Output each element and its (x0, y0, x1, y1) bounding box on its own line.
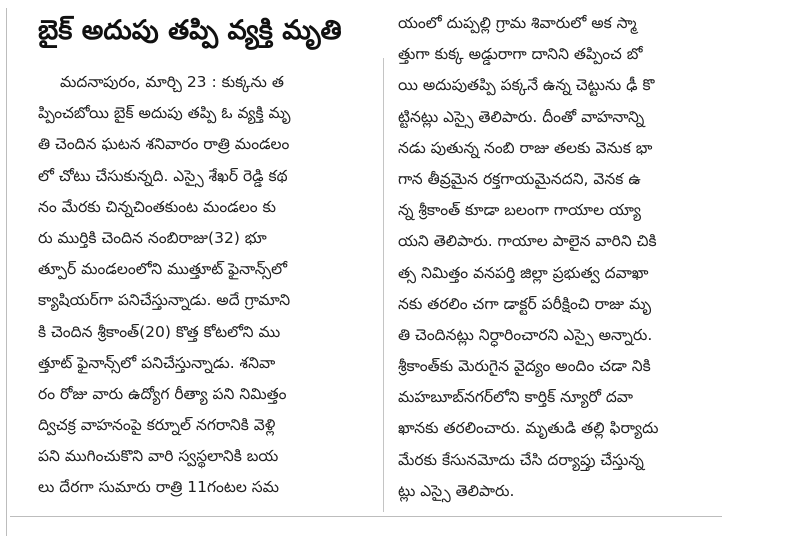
article-line: త్తూట్ ఫైనాన్స్‌లో పనిచేస్తున్నాడు. శనివా (38, 353, 276, 372)
article-line: కి చెందిన శ్రీకాంత్(20) కొత్త కోటలోని ము (38, 322, 281, 341)
left-border-rule (6, 8, 7, 536)
article-line: తి చెందిన ఘటన శనివారం రాత్రి మండలం (38, 135, 290, 154)
article-line: క్యాషియర్‌గా పనిచేస్తున్నాడు. అదే గ్రామాని (38, 291, 291, 310)
article-line: ప్పించబోయి బైక్ అదుపు తప్పి ఓ వ్యక్తి మృ (38, 104, 291, 123)
bottom-border-rule (10, 516, 722, 517)
article-line: తి చెందినట్లు నిర్ధారించారని ఎస్సై అన్నారు. (398, 325, 653, 344)
article-line: గాన తీవ్రమైన రక్తగాయమైనదని, వెనక ఉ (398, 169, 641, 188)
article-line: నడు పుతున్న నంబి రాజు తలకు వెనుక భా (398, 138, 653, 157)
article-line: లు దేరగా సుమారు రాత్రి 11గంటల సమ (38, 478, 280, 497)
article-line: యంలో దుప్పల్లి గ్రామ శివారులో అక స్మా (398, 14, 637, 32)
article-line: లో చోటు చేసుకున్నది. ఎస్సై శేఖర్ రెడ్డి కథ (38, 166, 288, 185)
article-line: నం మేరకు చిన్నచింతకుంట మండలం కు (38, 197, 276, 216)
article-line: యి అదుపుతప్పి పక్కనే ఉన్న చెట్టును ఢీ కొ (398, 76, 655, 95)
article-line: ట్టినట్లు ఎస్సై తెలిపారు. దీంతో వాహనాన్ని (398, 107, 645, 126)
article-line: పని ముగించుకొని వారి స్వస్థలానికి బయ (38, 447, 279, 466)
article-line: మేరకు కేసునమోదు చేసి దర్యాప్తు చేస్తున్న (398, 450, 644, 469)
article-line: శ్రీకాంత్‌కు మెరుగైన వైద్యం అందిం చడా నికి (398, 357, 651, 376)
article-line: రు ముర్తికి చెందిన నంబిరాజు(32) భూ (38, 228, 267, 247)
article-line: రం రోజు వారు ఉద్యోగ రీత్యా పని నిమిత్తం (38, 384, 287, 403)
article-line: త్స నిమిత్తం వనపర్తి జిల్లా ప్రభుత్వ దవాఖా (398, 263, 649, 282)
article-line: నకు తరలిం చగా డాక్టర్ పరీక్షించి రాజు మృ (398, 294, 652, 313)
article-line: యని తెలిపారు. గాయాల పాలైన వారిని చికి (398, 232, 657, 251)
left-column (38, 67, 360, 504)
article-line: ద్విచక్ర వాహనంపై కర్నూల్ నగరానికి వెళ్లి (38, 416, 276, 435)
right-column (398, 8, 720, 507)
column-divider (383, 58, 384, 512)
article-line: మదనాపురం, మార్చి 23 : కుక్కను త (60, 73, 284, 91)
article-line: త్పూర్ మండలంలోని ముత్తూట్ ఫైనాన్స్‌లో (38, 260, 288, 279)
article-line: న్న శ్రీకాంత్ కూడా బలంగా గాయాల య్యా (398, 201, 642, 220)
article-line: ట్లు ఎస్సై తెలిపారు. (398, 481, 515, 500)
article-line: త్తుగా కుక్క అడ్డురాగా దానిని తప్పించ బో (398, 45, 643, 64)
article-line: ఖానకు తరలించారు. మృతుడి తల్లి ఫిర్యాదు (398, 419, 659, 438)
article-line: మహబూబ్‌నగర్‌లోని కార్తిక్ న్యూరో దవా (398, 388, 634, 407)
article-headline: బైక్ అదుపు తప్పి వ్యక్తి మృతి (38, 15, 342, 46)
